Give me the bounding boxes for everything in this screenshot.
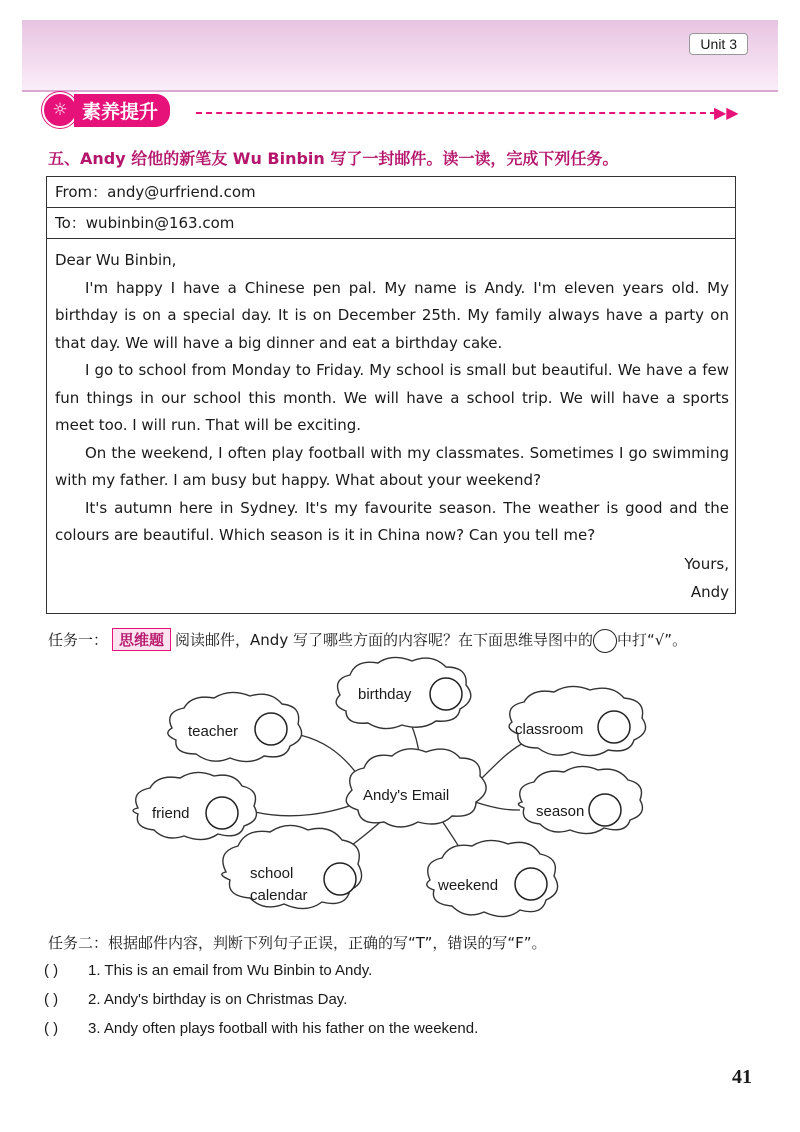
tf-statement: 1. This is an email from Wu Binbin to Andy.	[88, 962, 373, 979]
double-arrow-icon: ▶▶	[714, 103, 739, 122]
mindmap-season-label: season	[536, 803, 585, 820]
answer-circle-classroom	[598, 711, 630, 743]
unit-tag: Unit 3	[689, 33, 748, 55]
email-paragraph: I go to school from Monday to Friday. My school is small but beautiful. We have a few fun things in our school this month. We will have a school trip. We will have a sports meet too. I will run. That will be exciting.	[55, 361, 729, 434]
email-signature: Andy	[690, 582, 729, 601]
answer-circle-teacher	[255, 713, 287, 745]
mindmap-birthday-label: birthday	[358, 686, 412, 703]
section-header	[42, 93, 170, 127]
answer-circle-season	[589, 794, 621, 826]
mindmap-classroom-label: classroom	[515, 721, 584, 738]
email-from: From：andy@urfriend.com	[47, 177, 735, 208]
tf-item	[44, 991, 347, 1008]
task1-text-after: 中打“√”。	[616, 631, 688, 649]
mindmap-season-cloud	[518, 766, 642, 833]
section-divider	[196, 112, 716, 114]
task1-tag: 思维题	[112, 628, 171, 651]
task1-text: 阅读邮件，Andy 写了哪些方面的内容呢？在下面思维导图中的	[175, 631, 593, 649]
mindmap-teacher-label: teacher	[188, 723, 239, 740]
mindmap-calendar-label: calendar	[250, 887, 308, 904]
answer-blank[interactable]: ( )	[44, 1020, 59, 1037]
email-paragraph: It's autumn here in Sydney. It's my favourite season. The weather is good and the colours are beautiful. Which season is it in China now? Can you tell me?	[55, 498, 729, 544]
answer-circle-icon	[593, 629, 617, 653]
task1-instruction	[48, 628, 687, 653]
email-paragraph: I'm happy I have a Chinese pen pal. My name is Andy. I'm eleven years old. My birthday is on a special day. It is on December 25th. My family always have a party on that day. We will have a big dinner and eat a birthday cake.	[55, 278, 729, 352]
email-box	[46, 176, 736, 614]
mindmap-friend-label: friend	[152, 805, 190, 822]
answer-blank[interactable]: ( )	[44, 962, 59, 979]
email-to: To：wubinbin@163.com	[47, 208, 735, 239]
header-band	[22, 20, 778, 92]
email-closing: Yours,	[684, 554, 729, 573]
email-body	[47, 239, 735, 550]
lightbulb-icon: ☼	[42, 92, 78, 128]
email-greeting: Dear Wu Binbin,	[55, 251, 177, 269]
answer-circle-friend	[206, 797, 238, 829]
mindmap-school-label: school	[250, 865, 294, 882]
tf-statement: 3. Andy often plays football with his father on the weekend.	[88, 1020, 479, 1037]
answer-circle-birthday	[430, 678, 462, 710]
task1-label: 任务一：	[48, 631, 109, 649]
question-title: 五、Andy 给他的新笔友 Wu Binbin 写了一封邮件。读一读，完成下列任务。	[48, 149, 619, 168]
mindmap-weekend-label: weekend	[438, 877, 499, 894]
tf-item	[44, 1020, 478, 1037]
mind-map	[0, 650, 800, 920]
task2-instruction: 任务二：根据邮件内容，判断下列句子正误，正确的写“T”，错误的写“F”。	[48, 934, 547, 952]
tf-statement: 2. Andy's birthday is on Christmas Day.	[88, 991, 348, 1008]
page-number: 41	[732, 1066, 752, 1088]
tf-item	[44, 962, 372, 979]
answer-blank[interactable]: ( )	[44, 991, 59, 1008]
email-paragraph: On the weekend, I often play football with my classmates. Sometimes I go swimming with my father. I am busy but happy. What about your weekend?	[55, 443, 729, 489]
answer-circle-weekend	[515, 868, 547, 900]
mindmap-center-label: Andy's Email	[363, 787, 450, 804]
answer-circle-school-calendar	[324, 863, 356, 895]
section-title: 素养提升	[74, 94, 170, 127]
